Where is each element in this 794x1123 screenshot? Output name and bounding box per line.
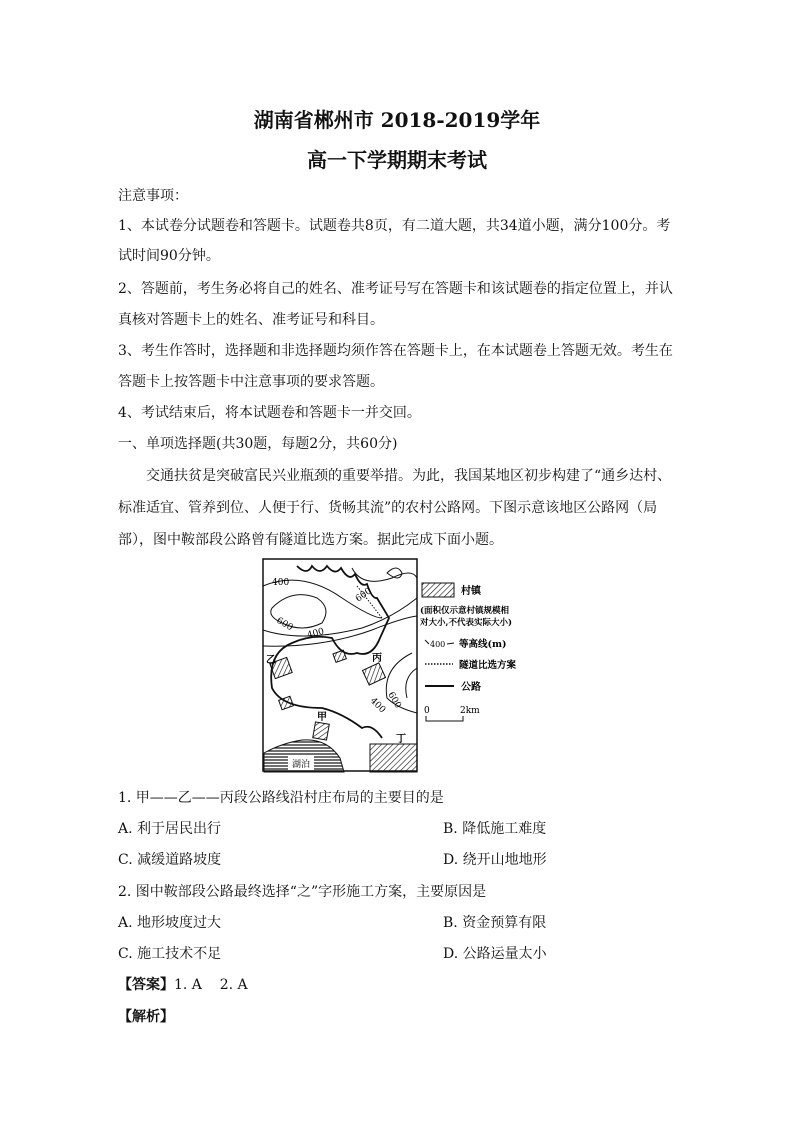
legend-village: 村镇 [461, 586, 481, 597]
scale-zero: 0 [424, 706, 430, 716]
place-ding: 丁 [396, 734, 406, 745]
legend-tunnel: 隧道比选方案 [459, 660, 517, 671]
notice-heading: 注意事项： [118, 188, 188, 204]
question-1-stem: 1. 甲——乙——丙段公路线沿村庄布局的主要目的是 [118, 790, 444, 806]
passage-line: 交通扶贫是突破富民兴业瓶颈的重要举措。为此，我国某地区初步构建了“通乡达村、 [146, 468, 672, 484]
road-network-map [262, 558, 542, 774]
legend-road: 公路 [461, 682, 481, 693]
legend-contour: 等高线(m) [459, 639, 507, 650]
q2-option-d: D. 公路运量太小 [443, 946, 547, 962]
contour-label: 600 [274, 615, 295, 634]
q1-option-c: C. 减缓道路坡度 [118, 852, 222, 868]
answer-line [118, 975, 248, 995]
answer-text: 1. A 2. A [174, 977, 248, 993]
contour-label: 600 [385, 690, 403, 711]
q1-option-a: A. 利于居民出行 [118, 821, 222, 837]
q2-option-c: C. 施工技术不足 [118, 946, 222, 962]
notice-line: 3、考生作答时，选择题和非选择题均须作答在答题卡上，在本试题卷上答题无效。考生在 [118, 343, 673, 359]
q2-option-b: B. 资金预算有限 [443, 915, 547, 931]
passage-line: 标准适宜、管养到位、人便于行、货畅其流”的农村公路网。下图示意该地区公路网（局 [118, 500, 658, 516]
scale-2km: 2km [460, 706, 480, 716]
answer-label: 【答案】 [118, 977, 174, 993]
section-heading: 一、单项选择题(共30题，每题2分，共60分) [118, 436, 398, 452]
q1-option-d: D. 绕开山地地形 [443, 852, 547, 868]
q1-option-b: B. 降低施工难度 [443, 821, 547, 837]
notice-line: 1、本试卷分试题卷和答题卡。试题卷共8页，有二道大题，共34道小题，满分100分。考 [118, 218, 671, 234]
question-2-stem: 2. 图中鞍部段公路最终选择“之”字形施工方案，主要原因是 [118, 884, 487, 900]
place-bing: 丙 [372, 653, 382, 664]
place-yi: 乙 [266, 655, 276, 666]
place-jia: 甲 [317, 712, 327, 723]
notice-line: 2、答题前，考生务必将自己的姓名、准考证号写在答题卡和该试题卷的指定位置上，并认 [118, 281, 673, 297]
passage-line: 部），图中鞍部段公路曾有隧道比选方案。据此完成下面小题。 [118, 532, 503, 548]
map-legend [419, 583, 517, 721]
notice-line: 真核对答题卡上的姓名、准考证号和科目。 [118, 312, 384, 328]
contour-label: 600 [353, 586, 374, 605]
notice-line: 4、考试结束后，将本试题卷和答题卡一并交回。 [118, 405, 421, 421]
notice-line: 试时间90分钟。 [118, 248, 220, 264]
legend-note: (面积仅示意村镇规模相 [420, 606, 510, 616]
analysis-label: 【解析】 [118, 1009, 174, 1025]
doc-subtitle: 高一下学期期末考试 [307, 148, 487, 172]
contour-label: 400 [306, 626, 326, 641]
legend-note: 对大小,不代表实际大小) [420, 618, 512, 628]
q2-option-a: A. 地形坡度过大 [118, 915, 222, 931]
contour-label: 400 [272, 578, 290, 588]
notice-line: 答题卡上按答题卡中注意事项的要求答题。 [118, 374, 384, 390]
lake-label: 湖泊 [291, 760, 311, 770]
contour-label: 400 [367, 696, 388, 716]
legend-contour-value: 400 [430, 640, 446, 649]
doc-title: 湖南省郴州市 2018-2019学年 [253, 108, 541, 132]
